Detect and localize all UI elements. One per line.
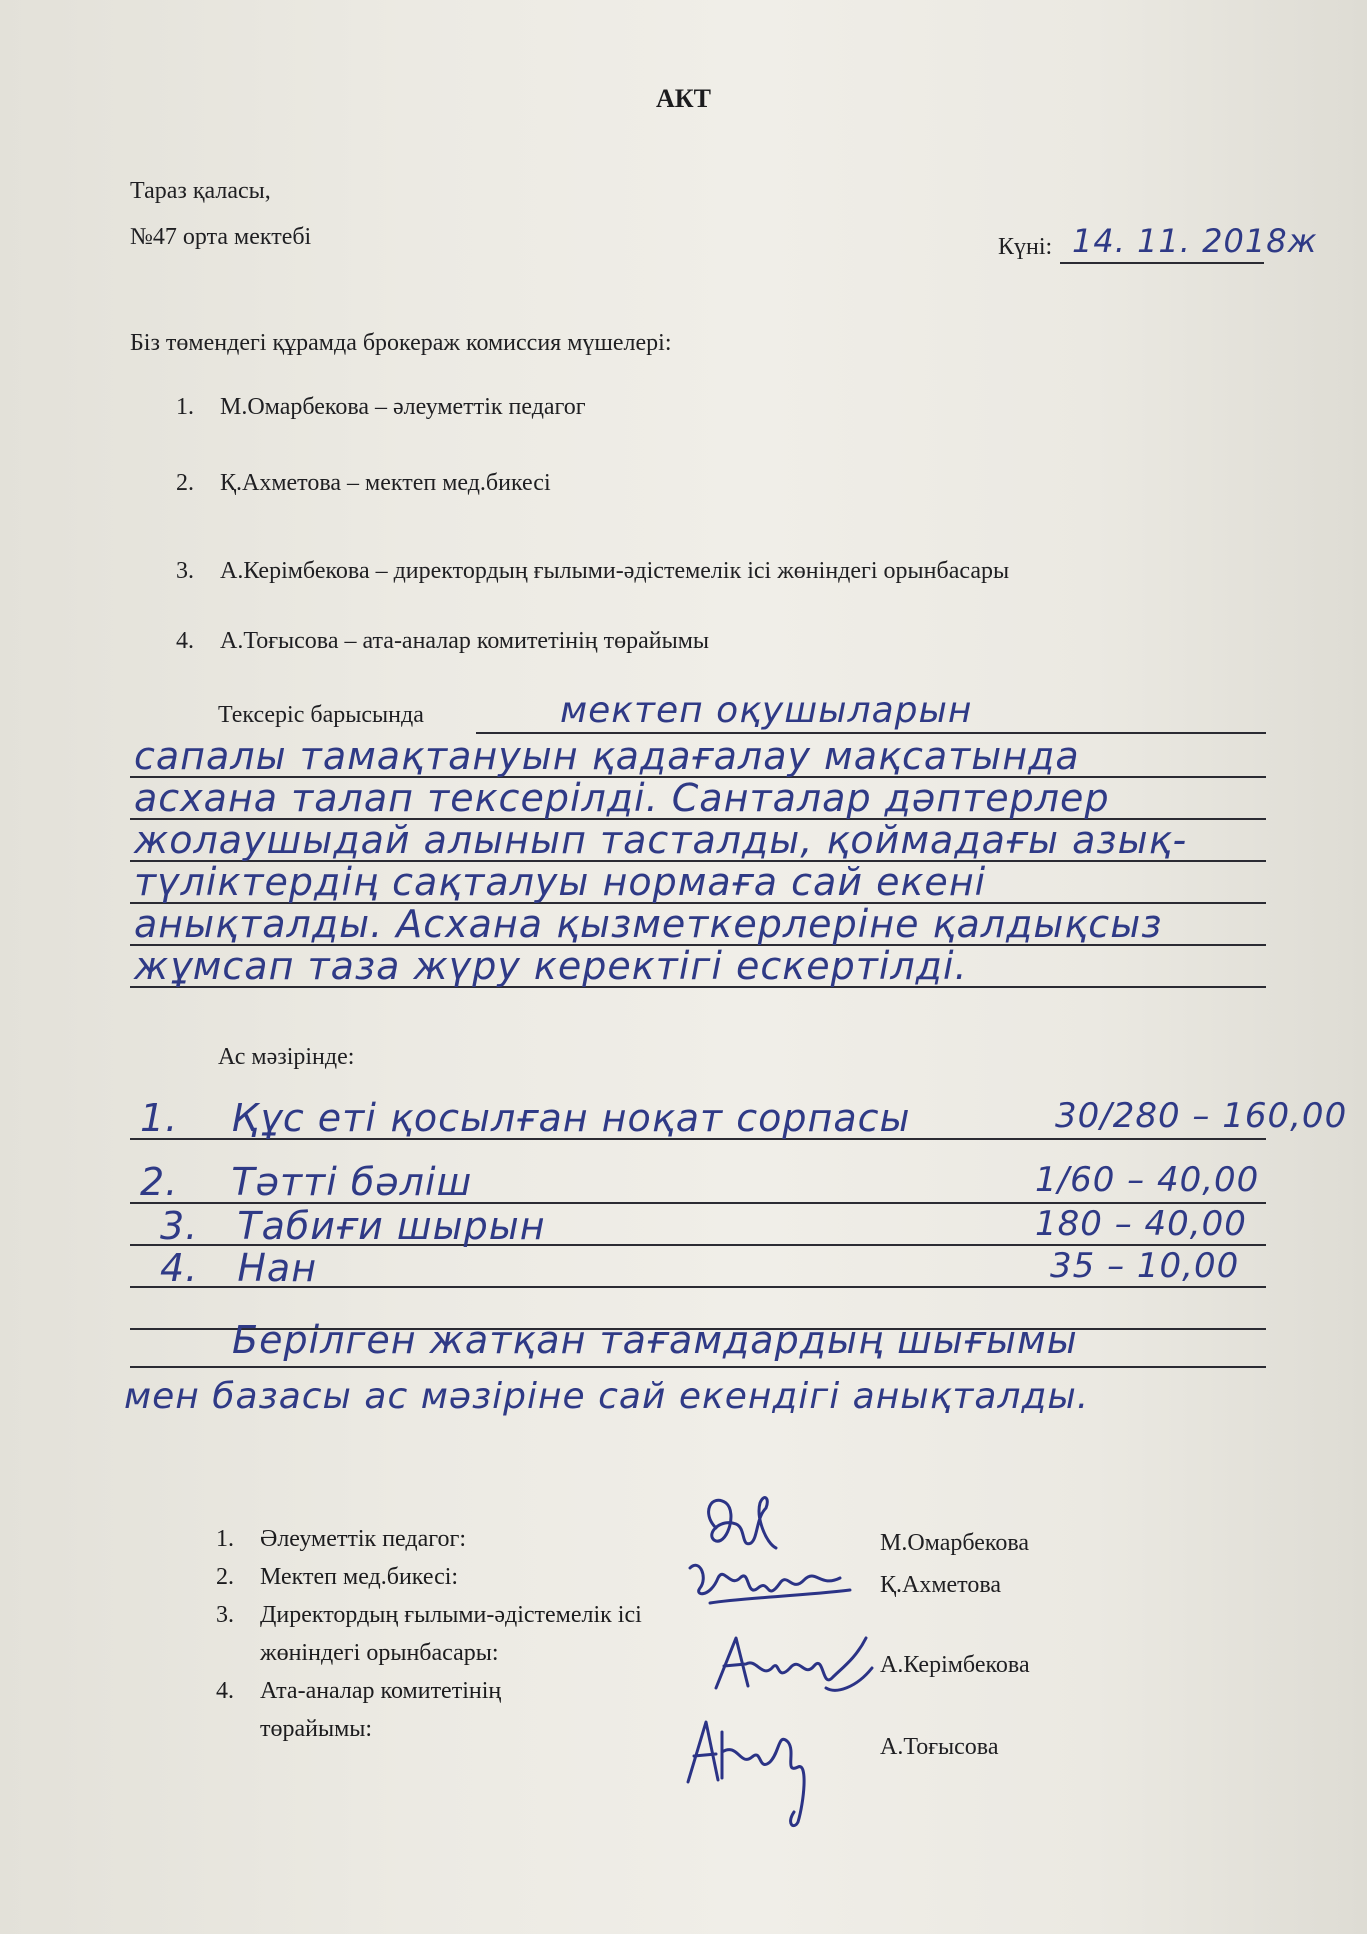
signature-role: Директордың ғылыми-әдістемелік ісі	[260, 1602, 642, 1628]
signature-name-3: А.Керімбекова	[880, 1652, 1030, 1678]
member-item-3	[176, 558, 1009, 585]
member-item-2	[176, 470, 551, 497]
school-line: №47 орта мектебі	[130, 224, 312, 250]
signature-item-1	[216, 1522, 466, 1557]
signature-name-4: А.Тоғысова	[880, 1734, 999, 1760]
menu-item-name: Табиғи шырын	[237, 1204, 546, 1248]
menu-item-number: 3.	[160, 1204, 199, 1248]
inspection-handwritten-line: түліктердің сақталуы нормаға сай екені	[134, 860, 987, 904]
member-text: М.Омарбекова – әлеуметтік педагог	[220, 394, 586, 420]
member-number: 3.	[176, 558, 194, 584]
menu-item-2	[140, 1160, 472, 1204]
member-text: Қ.Ахметова – мектеп мед.бикесі	[220, 470, 551, 496]
signature-name-1: М.Омарбекова	[880, 1530, 1030, 1556]
menu-item-number: 2.	[140, 1160, 179, 1204]
menu-item-name: Тәтті бәліш	[231, 1160, 473, 1204]
menu-item-value: 30/280 – 160,00	[1055, 1096, 1348, 1136]
signature-role-continued: төрайымы:	[260, 1716, 373, 1742]
signature-name-2: Қ.Ахметова	[880, 1572, 1002, 1598]
inspection-handwritten-line: жұмсап таза жүру керектігі ескертілді.	[134, 944, 968, 988]
inspection-handwritten-line: сапалы тамақтануын қадағалау мақсатында	[134, 734, 1080, 778]
inspection-handwritten-line: жолаушыдай алынып тасталды, қоймадағы азық-	[134, 818, 1188, 862]
inspection-handwritten-line: асхана талап тексерілді. Санталар дәптерлер	[134, 776, 1110, 820]
member-number: 1.	[176, 394, 194, 420]
city-line: Тараз қаласы,	[130, 178, 271, 204]
menu-label: Ас мәзірінде:	[218, 1044, 355, 1070]
member-number: 4.	[176, 628, 194, 654]
intro-text: Біз төмендегі құрамда брокераж комиссия мүшелері:	[130, 330, 672, 356]
inspection-handwritten-line: анықталды. Асхана қызметкерлеріне қалдықсыз	[134, 902, 1163, 946]
ruled-line	[130, 1366, 1266, 1368]
conclusion-handwritten-line: Берілген жатқан тағамдардың шығымы	[232, 1318, 1078, 1362]
menu-item-3	[160, 1204, 546, 1248]
member-text: А.Тоғысова – ата-аналар комитетінің төрайымы	[220, 628, 710, 654]
date-underline	[1060, 262, 1264, 264]
menu-item-number: 4.	[160, 1246, 199, 1290]
signature-number: 1.	[216, 1526, 234, 1552]
signature-mark-3	[706, 1628, 876, 1708]
member-item-1	[176, 394, 586, 421]
signature-mark-4	[678, 1712, 838, 1832]
signature-item-2	[216, 1560, 458, 1595]
member-text: А.Керімбекова – директордың ғылыми-әдістемелік ісі жөніндегі орынбасары	[220, 558, 1010, 584]
date-handwritten: 14. 11. 2018ж	[1072, 222, 1318, 260]
menu-item-value: 1/60 – 40,00	[1035, 1160, 1260, 1200]
menu-item-4	[160, 1246, 317, 1290]
signature-number: 2.	[216, 1564, 234, 1590]
menu-item-name: Нан	[237, 1246, 318, 1290]
date-label: Күні:	[998, 234, 1053, 260]
menu-item-value: 35 – 10,00	[1050, 1246, 1240, 1286]
signature-role-continued: жөніндегі орынбасары:	[260, 1640, 499, 1666]
menu-item-name: Құс еті қосылған ноқат сорпасы	[231, 1096, 911, 1140]
signature-mark-2	[680, 1548, 860, 1618]
document-title: АКТ	[656, 84, 711, 113]
menu-item-number: 1.	[140, 1096, 179, 1140]
inspection-label: Тексеріс барысында	[218, 702, 424, 728]
conclusion-handwritten-line: мен базасы ас мәзіріне сай екендігі анықталды.	[124, 1376, 1090, 1417]
signature-number: 4.	[216, 1678, 234, 1704]
member-number: 2.	[176, 470, 194, 496]
signature-item-4	[216, 1674, 501, 1709]
inspection-handwritten-line: мектеп оқушыларын	[560, 690, 973, 731]
signature-role: Әлеуметтік педагог:	[260, 1526, 466, 1552]
signature-number: 3.	[216, 1602, 234, 1628]
signature-role: Ата-аналар комитетінің	[260, 1678, 502, 1704]
signature-item-3	[216, 1598, 642, 1633]
menu-item-1	[140, 1096, 911, 1140]
signature-role: Мектеп мед.бикесі:	[260, 1564, 459, 1590]
member-item-4	[176, 628, 709, 655]
menu-item-value: 180 – 40,00	[1035, 1204, 1247, 1244]
